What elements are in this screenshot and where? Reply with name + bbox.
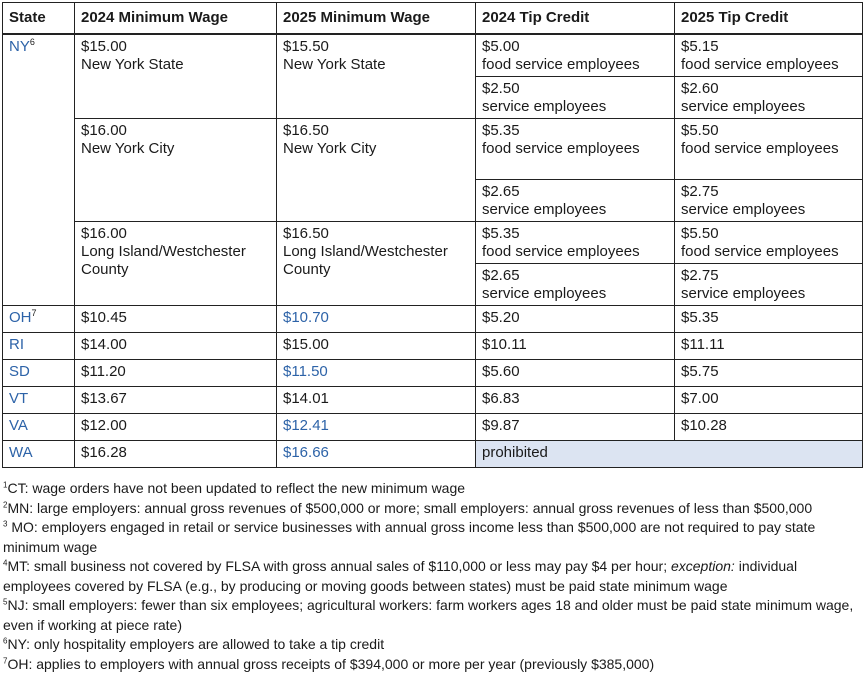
wage-2025-cell: $10.70 (277, 306, 476, 333)
table-row (3, 222, 863, 264)
tip-cell: $5.50 food service employees (675, 119, 863, 180)
tip-2024-cell: $6.83 (476, 387, 675, 414)
tip-2024-cell: $10.11 (476, 333, 675, 360)
wage-2024-cell: $14.00 (75, 333, 277, 360)
table-row (3, 306, 863, 333)
state-link-vt[interactable]: VT (9, 390, 29, 407)
wage-2024-cell: $13.67 (75, 387, 277, 414)
tip-cell: $5.00 food service employees (476, 34, 675, 77)
state-cell-vt (3, 387, 75, 414)
tip-cell: $2.65 service employees (476, 264, 675, 306)
wage-2024-cell: $16.28 (75, 441, 277, 468)
tip-cell: $2.50 service employees (476, 77, 675, 119)
tip-2025-cell: $5.75 (675, 360, 863, 387)
tip-2025-cell: $7.00 (675, 387, 863, 414)
tip-cell: $5.35 food service employees (476, 119, 675, 180)
wage-2025-cell: $14.01 (277, 387, 476, 414)
minimum-wage-table (2, 2, 863, 468)
tip-2025-cell: $11.11 (675, 333, 863, 360)
state-link-oh[interactable]: OH (9, 309, 32, 326)
tip-2025-cell: $10.28 (675, 414, 863, 441)
tip-2024-cell: $5.60 (476, 360, 675, 387)
wage-2025-cell: $15.00 (277, 333, 476, 360)
state-cell-ny (3, 34, 75, 306)
tip-cell: $5.35 food service employees (476, 222, 675, 264)
table-row (3, 414, 863, 441)
header-2025-tip-credit: 2025 Tip Credit (675, 3, 863, 35)
wage-2024-cell: $11.20 (75, 360, 277, 387)
tip-cell: $2.60 service employees (675, 77, 863, 119)
state-link-sd[interactable]: SD (9, 363, 30, 380)
state-cell-sd (3, 360, 75, 387)
table-row (3, 119, 863, 180)
tip-cell: $5.50 food service employees (675, 222, 863, 264)
state-link-wa[interactable]: WA (9, 444, 33, 461)
tip-cell: $2.75 service employees (675, 264, 863, 306)
tip-cell: $2.65 service employees (476, 180, 675, 222)
nyc-wage-2024: $16.00 New York City (75, 119, 277, 222)
state-cell-oh (3, 306, 75, 333)
wage-2024-cell: $12.00 (75, 414, 277, 441)
footnote-1: $^1$CT: wage orders have not been updated to reflect the new minimum wage (3, 480, 466, 496)
table-row (3, 34, 863, 77)
ny-state-wage-2025: $15.50 New York State (277, 34, 476, 119)
wage-2025-cell: $16.66 (277, 441, 476, 468)
table-row (3, 387, 863, 414)
wage-2025-cell: $11.50 (277, 360, 476, 387)
footnote-6: $^6$NY: only hospitality employers are allowed to take a tip credit (3, 636, 385, 652)
footnote-ref: 7 (31, 308, 37, 318)
tip-credit-prohibited: prohibited (476, 441, 863, 468)
long-island-wage-2024: $16.00 Long Island/Westchester County (75, 222, 277, 306)
tip-cell: $5.15 food service employees (675, 34, 863, 77)
header-2024-tip-credit: 2024 Tip Credit (476, 3, 675, 35)
wage-2024-cell: $10.45 (75, 306, 277, 333)
state-cell-wa (3, 441, 75, 468)
header-2025-minimum-wage: 2025 Minimum Wage (277, 3, 476, 35)
footnote-4: $^4$MT: small business not covered by FLSA with gross annual sales of $110,000 or less may pay $4 per hour; exception: individual employees covered by FLSA (e.g., by producing or moving goods between states) must be paid state minimum wage (3, 558, 798, 594)
state-cell-va (3, 414, 75, 441)
state-link-ny[interactable]: NY (9, 38, 30, 55)
tip-2024-cell: $5.20 (476, 306, 675, 333)
header-state: State (3, 3, 75, 35)
table-row (3, 441, 863, 468)
footnotes (3, 479, 865, 674)
tip-2025-cell: $5.35 (675, 306, 863, 333)
footnote-7: $^7$OH: applies to employers with annual gross receipts of $394,000 or more per year (previously $385,000) (3, 655, 655, 672)
footnote-2: $^2$MN: large employers: annual gross revenues of $500,000 or more; small employers: annual gross revenues of less than $500,000 (3, 499, 813, 516)
tip-cell: $2.75 service employees (675, 180, 863, 222)
nyc-wage-2025: $16.50 New York City (277, 119, 476, 222)
state-link-va[interactable]: VA (9, 417, 28, 434)
footnote-3: $^3$ MO: employers engaged in retail or service businesses with annual gross income less than $500,000 are not required to pay state minimum wage (3, 519, 816, 555)
tip-2024-cell: $9.87 (476, 414, 675, 441)
table-row (3, 333, 863, 360)
header-2024-minimum-wage: 2024 Minimum Wage (75, 3, 277, 35)
ny-state-wage-2024: $15.00 New York State (75, 34, 277, 119)
wage-2025-cell: $12.41 (277, 414, 476, 441)
state-cell-ri (3, 333, 75, 360)
footnote-5: $^5$NJ: small employers: fewer than six employees; agricultural workers: farm workers ages 18 and older must be paid state minimum wage, even if working at piece rate) (3, 597, 854, 633)
long-island-wage-2025: $16.50 Long Island/Westchester County (277, 222, 476, 306)
header-row (3, 3, 863, 35)
table-row (3, 360, 863, 387)
state-link-ri[interactable]: RI (9, 336, 24, 353)
footnote-ref: 6 (29, 37, 35, 47)
